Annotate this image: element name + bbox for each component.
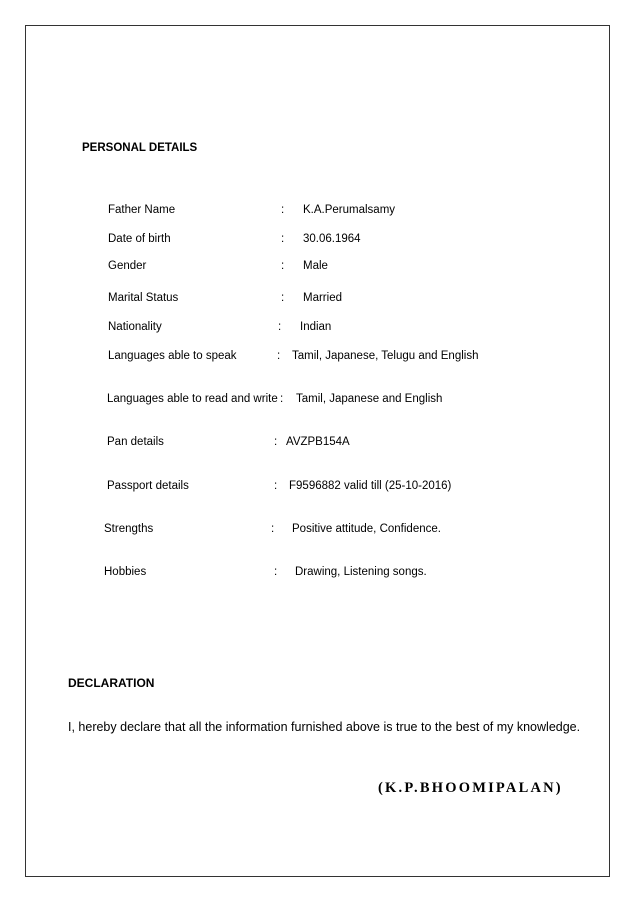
date-of-birth-value: 30.06.1964 bbox=[303, 233, 361, 245]
marital-status-colon: : bbox=[281, 292, 285, 304]
declaration-heading: DECLARATION bbox=[68, 676, 155, 690]
languages-read-write-value: Tamil, Japanese and English bbox=[296, 393, 443, 405]
gender-label: Gender bbox=[108, 260, 147, 272]
gender-colon: : bbox=[281, 260, 285, 272]
strengths-value: Positive attitude, Confidence. bbox=[292, 523, 441, 535]
marital-status-label: Marital Status bbox=[108, 292, 179, 304]
passport-details-label: Passport details bbox=[107, 480, 189, 492]
hobbies-value: Drawing, Listening songs. bbox=[295, 566, 427, 578]
father-name-value: K.A.Perumalsamy bbox=[303, 204, 396, 216]
declaration-text: I, hereby declare that all the information furnished above is true to the best of my knowledge. bbox=[68, 720, 581, 734]
gender-value: Male bbox=[303, 260, 328, 272]
signature-name: (K.P.BHOOMIPALAN) bbox=[378, 780, 563, 796]
father-name-label: Father Name bbox=[108, 204, 176, 216]
personal-details-heading: PERSONAL DETAILS bbox=[82, 142, 198, 154]
languages-read-write-colon: : bbox=[280, 393, 284, 405]
nationality-value: Indian bbox=[300, 321, 332, 333]
passport-details-colon: : bbox=[274, 480, 278, 492]
nationality-colon: : bbox=[278, 321, 282, 333]
languages-read-write-label: Languages able to read and write bbox=[107, 393, 278, 405]
date-of-birth-label: Date of birth bbox=[108, 233, 171, 245]
strengths-label: Strengths bbox=[104, 523, 154, 535]
pan-details-colon: : bbox=[274, 436, 278, 448]
pan-details-value: AVZPB154A bbox=[286, 436, 350, 448]
passport-details-value: F9596882 valid till (25-10-2016) bbox=[289, 480, 452, 492]
languages-speak-label: Languages able to speak bbox=[108, 350, 237, 362]
pan-details-label: Pan details bbox=[107, 436, 164, 448]
marital-status-value: Married bbox=[303, 292, 342, 304]
date-of-birth-colon: : bbox=[281, 233, 285, 245]
nationality-label: Nationality bbox=[108, 321, 162, 333]
languages-speak-value: Tamil, Japanese, Telugu and English bbox=[292, 350, 479, 362]
hobbies-colon: : bbox=[274, 566, 278, 578]
strengths-colon: : bbox=[271, 523, 275, 535]
father-name-colon: : bbox=[281, 204, 285, 216]
hobbies-label: Hobbies bbox=[104, 566, 147, 578]
languages-speak-colon: : bbox=[277, 350, 281, 362]
